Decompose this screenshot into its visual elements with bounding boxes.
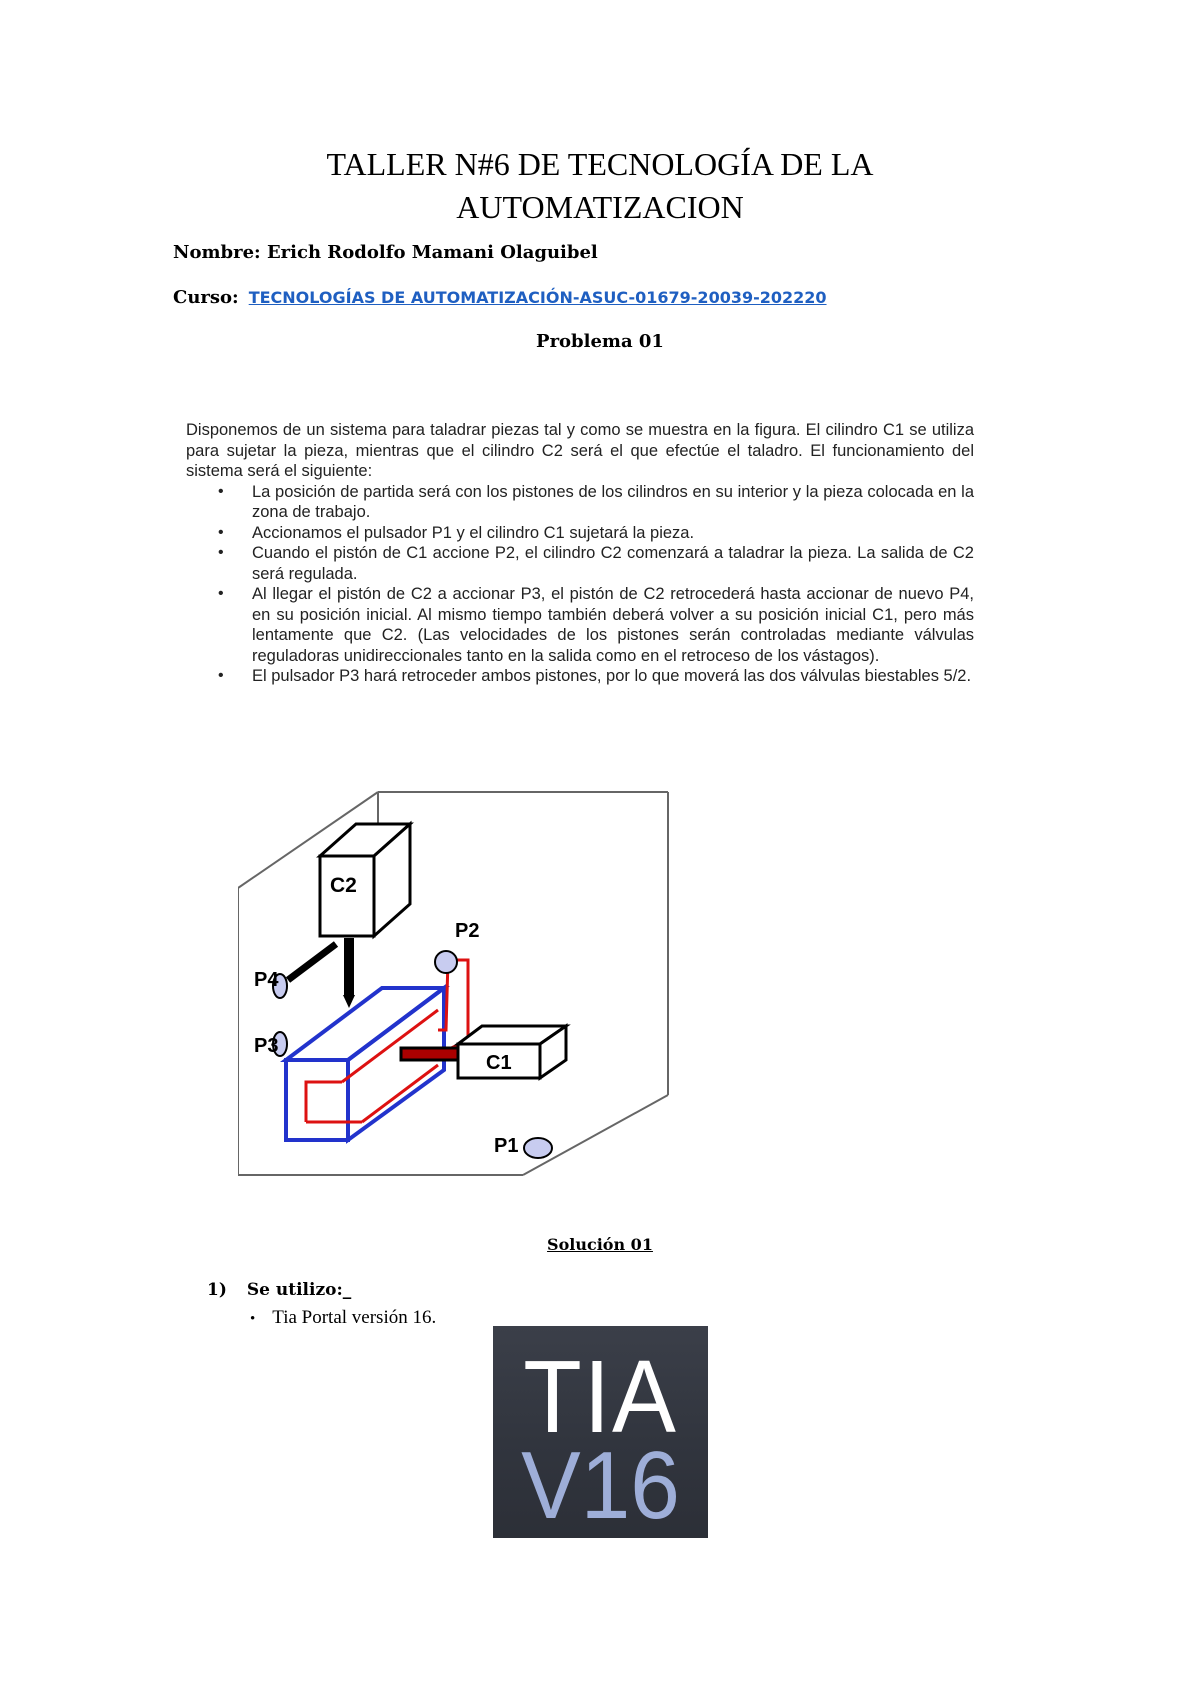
- statement-bullet: • Cuando el pistón de C1 accione P2, el cilindro C2 comenzará a taladrar la pieza. La salida de C2 será regulada.: [252, 543, 974, 584]
- statement-bullet: • El pulsador P3 hará retroceder ambos pistones, por lo que moverá las dos válvulas biestables 5/2.: [252, 666, 974, 687]
- label-p3: P3: [254, 1035, 279, 1057]
- drilling-system-figure: [238, 790, 680, 1192]
- statement-bullet: • La posición de partida será con los pistones de los cilindros en su interior y la pieza colocada en la zona de trabajo.: [252, 482, 974, 523]
- statement-bullet-list: [186, 482, 974, 687]
- title-line-2: AUTOMATIZACION: [456, 189, 744, 225]
- problem-statement: [186, 420, 974, 687]
- step-text: Se utilizo:_: [246, 1280, 352, 1300]
- course-line: [173, 287, 827, 308]
- solution-step-1: [207, 1280, 351, 1300]
- step-number: 1): [207, 1280, 227, 1300]
- drill-tip: [343, 995, 355, 1008]
- statement-bullet: • Accionamos el pulsador P1 y el cilindro C1 sujetará la pieza.: [252, 523, 974, 544]
- enclosure-outline: [238, 792, 668, 1175]
- label-p1: P1: [494, 1135, 519, 1157]
- label-p4: P4: [254, 969, 279, 991]
- statement-bullet: • Al llegar el pistón de C2 a accionar P3, el pistón de C2 retrocederá hasta accionar de nuevo P4, en su posición inicial. Al mismo tiempo también deberá volver a su posición inicial C1, pero más lentamente que C2. (Las velocidades de los pistones serán controladas mediante válvulas reguladoras unidireccionales tanto en la salida como en el retroceso de los vástagos).: [252, 584, 974, 666]
- sensor-p1: [524, 1138, 552, 1158]
- p4-arm: [288, 944, 336, 980]
- label-c1: C1: [486, 1052, 512, 1074]
- tool-text: Tia Portal versión 16.: [272, 1307, 437, 1328]
- student-name-line: [173, 242, 598, 263]
- tool-line: [250, 1307, 436, 1329]
- title-line-1: TALLER N#6 DE TECNOLOGÍA DE LA: [326, 146, 874, 182]
- cylinder-c1: [458, 1026, 566, 1078]
- course-link[interactable]: TECNOLOGÍAS DE AUTOMATIZACIÓN-ASUC-01679-20039-202220: [248, 288, 827, 307]
- bullet-icon: •: [250, 1311, 256, 1327]
- name-label: Nombre:: [173, 242, 261, 263]
- label-c2: C2: [330, 874, 357, 897]
- label-p2: P2: [455, 920, 480, 942]
- document-title: [240, 143, 960, 229]
- course-label: Curso:: [173, 287, 239, 308]
- solution-heading: Solución 01: [547, 1235, 653, 1254]
- statement-intro: Disponemos de un sistema para taladrar piezas tal y como se muestra en la figura. El cilindro C1 se utiliza para sujetar la pieza, mientras que el cilindro C2 será el que efectúe el taladro. El funcionamiento del sistema será el siguiente:: [186, 421, 974, 480]
- clamp-rod: [401, 1048, 459, 1060]
- problem-heading: Problema 01: [536, 331, 664, 352]
- tia-portal-logo: [493, 1326, 708, 1538]
- logo-text-top: TIA: [523, 1339, 678, 1454]
- name-value: Erich Rodolfo Mamani Olaguibel: [266, 242, 598, 263]
- sensor-p2: [435, 951, 457, 973]
- logo-text-bottom: V16: [521, 1432, 680, 1538]
